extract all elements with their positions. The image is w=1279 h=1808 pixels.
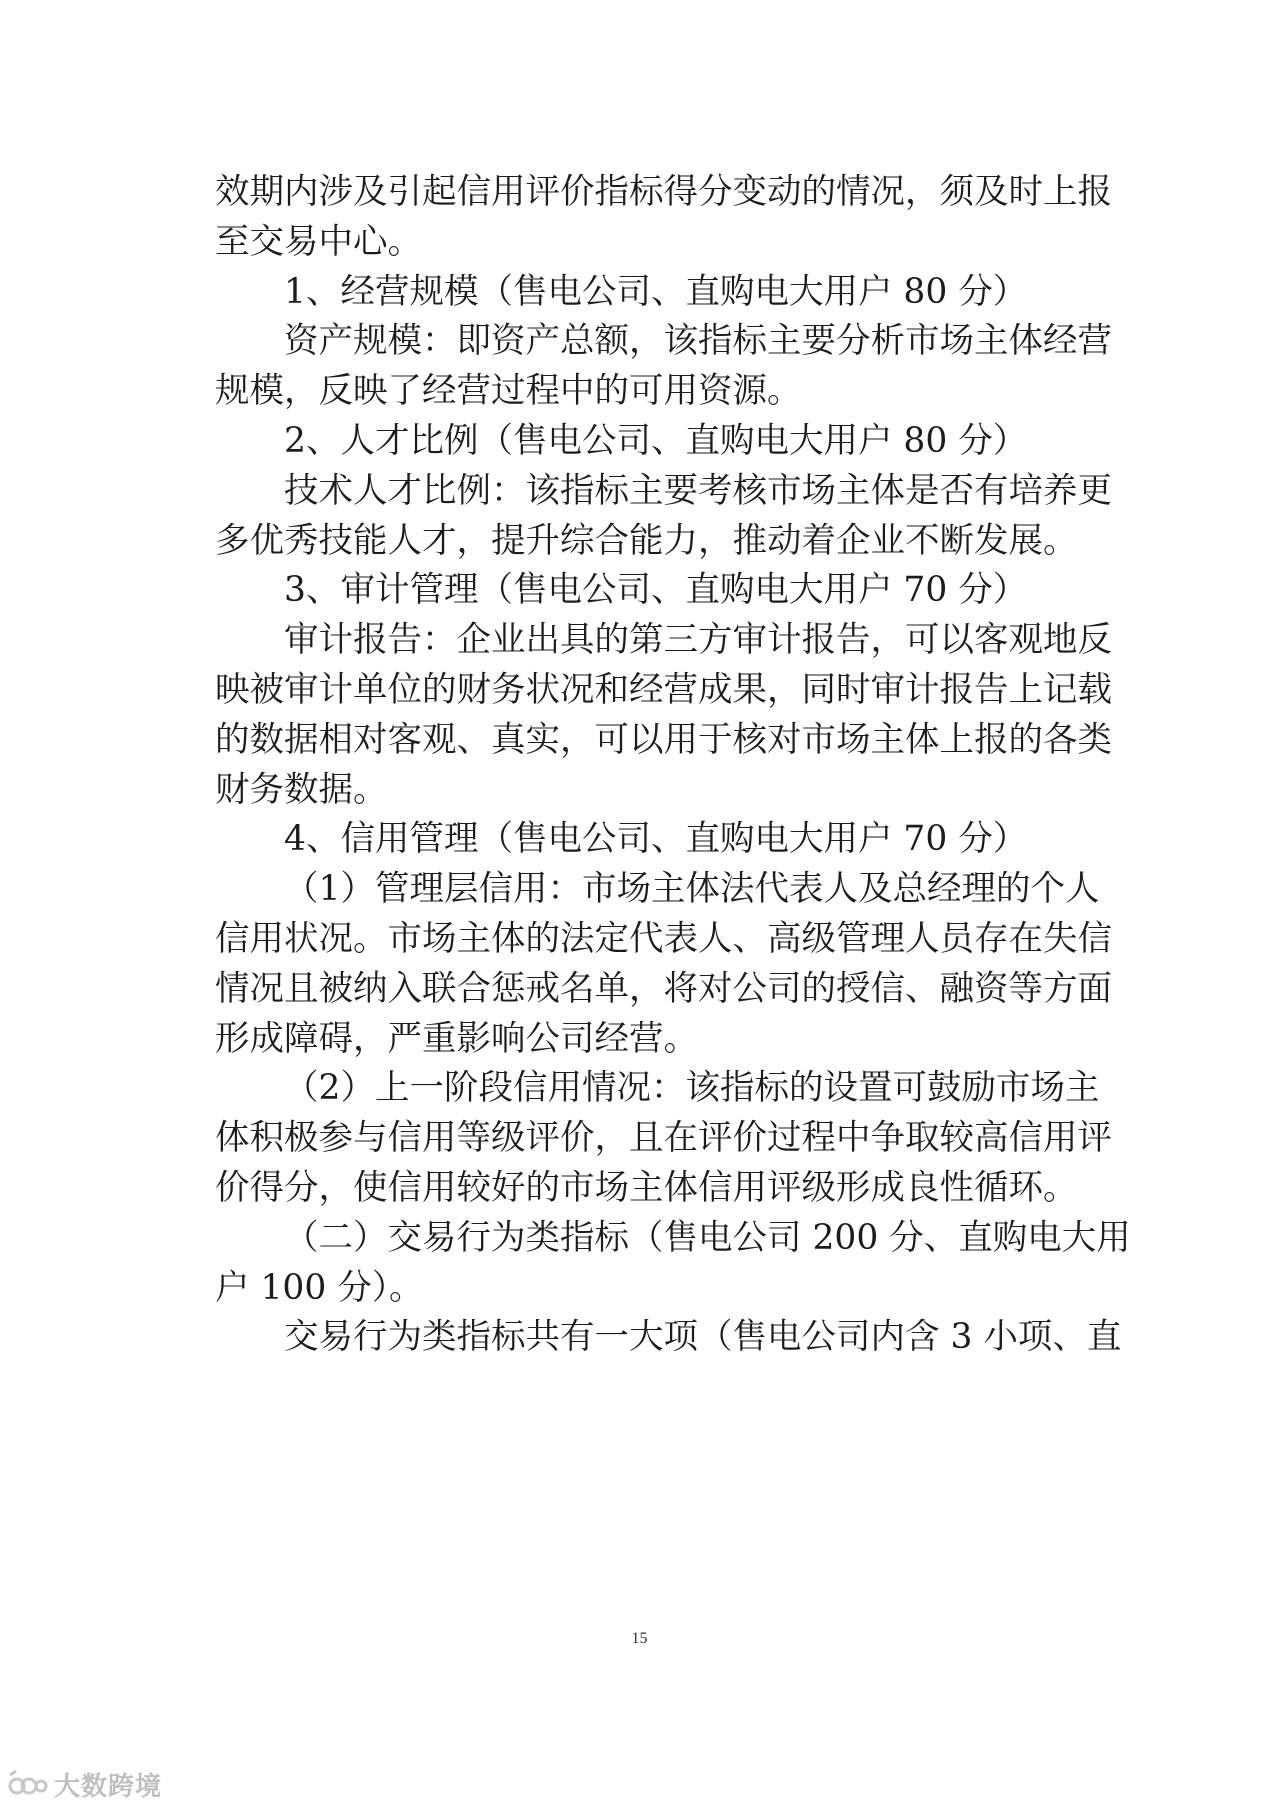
text-line: 财务数据。 (215, 769, 388, 810)
text-line: 信用状况。市场主体的法定代表人、高级管理人员存在失信 (215, 919, 1112, 959)
logo-icon (8, 1769, 48, 1799)
watermark (8, 1768, 162, 1800)
text-line: 交易行为类指标共有一大项（售电公司内含 3 小项、直 (284, 1317, 1122, 1358)
text-line: 映被审计单位的财务状况和经营成果，同时审计报告上记载 (215, 670, 1112, 710)
text-line: 至交易中心。 (215, 221, 422, 262)
text-line: 户 100 分）。 (215, 1267, 424, 1308)
text-line: 多优秀技能人才，提升综合能力，推动着企业不断发展。 (215, 520, 1078, 561)
text-line: 情况且被纳入联合惩戒名单，将对公司的授信、融资等方面 (215, 968, 1112, 1009)
text-line: 形成障碍，严重影响公司经营。 (215, 1018, 698, 1059)
page-number: 15 (631, 1630, 648, 1647)
text-line: 3、审计管理（售电公司、直购电大用户 70 分） (284, 570, 1028, 611)
text-line: （1）管理层信用：市场主体法代表人及总经理的个人 (284, 869, 1100, 910)
text-line: 体积极参与信用等级评价，且在评价过程中争取较高信用评 (215, 1118, 1112, 1159)
text-line: 技术人才比例：该指标主要考核市场主体是否有培养更 (284, 470, 1112, 511)
text-line: （2）上一阶段信用情况：该指标的设置可鼓励市场主 (284, 1068, 1100, 1109)
text-line: 4、信用管理（售电公司、直购电大用户 70 分） (284, 819, 1028, 860)
text-line: 价得分，使信用较好的市场主体信用评级形成良性循环。 (215, 1168, 1078, 1208)
text-line: 规模，反映了经营过程中的可用资源。 (215, 371, 802, 412)
text-line: 1、经营规模（售电公司、直购电大用户 80 分） (284, 271, 1028, 312)
text-line: 的数据相对客观、真实，可以用于核对市场主体上报的各类 (215, 719, 1112, 760)
text-line: 效期内涉及引起信用评价指标得分变动的情况，须及时上报 (215, 172, 1112, 212)
text-line: 2、人才比例（售电公司、直购电大用户 80 分） (284, 421, 1028, 461)
watermark-text: 大数跨境 (54, 1771, 163, 1802)
text-line: 资产规模：即资产总额，该指标主要分析市场主体经营 (284, 321, 1112, 362)
text-line: （二）交易行为类指标（售电公司 200 分、直购电大用 (284, 1217, 1131, 1258)
text-line: 审计报告：企业出具的第三方审计报告，可以客观地反 (284, 620, 1112, 661)
